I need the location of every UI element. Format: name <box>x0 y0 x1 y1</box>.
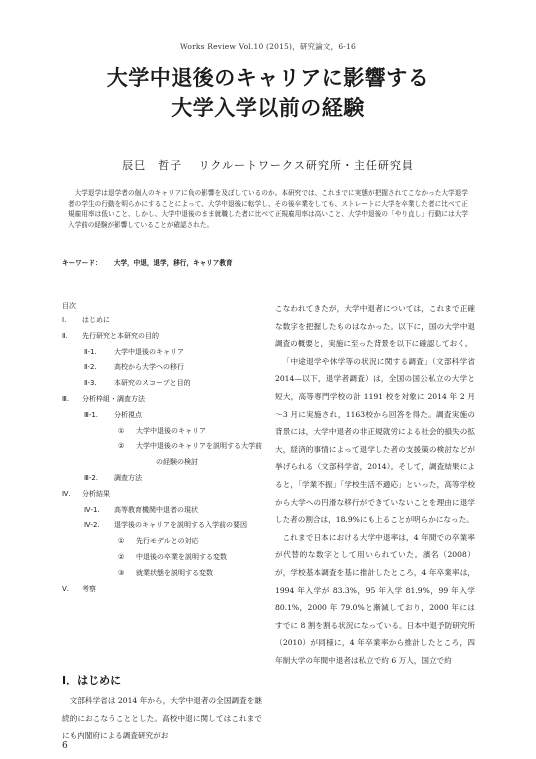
title-line-1: 大学中退後のキャリアに影響する <box>106 66 430 90</box>
toc-item-number: Ⅰ. <box>62 316 67 324</box>
toc-item-number: ③ <box>118 568 125 577</box>
toc-item-number: Ⅳ-1. <box>84 505 100 514</box>
keywords-text: 大学，中退，退学，移行，キャリア教育 <box>113 259 233 267</box>
table-of-contents <box>62 300 262 597</box>
toc-item-label: 分析結果 <box>82 489 110 498</box>
toc-item-number: Ⅲ-2. <box>84 473 99 482</box>
toc-item <box>62 408 262 424</box>
toc-item-label: 先行研究と本研究の目的 <box>82 331 159 340</box>
right-column <box>275 300 475 669</box>
toc-item <box>62 313 262 329</box>
toc-item <box>62 503 262 519</box>
toc-item-label: 高校から大学への移行 <box>114 363 184 372</box>
body-paragraph: これまで日本における大学中退率は，4 年間での卒業率が代替的な数字として用いられていた。濱名（2008）が，学校基本調査を基に推計したところ，4 年卒業率は，1994 年入学が 83.3%，95 年入学 81.9%，99 年入学 80.1%，2000 年 79.0%と漸減しており，2000 年にはすでに 8 割を割る状況になっている。日本中退予防研究所（2010）が同様に，4 年卒業率から推計したところ，四年制大学の年間中退者は私立で約 6 万人，国立で約 <box>275 532 475 665</box>
author-name: 辰巳 哲子 <box>122 159 183 172</box>
toc-item-number: Ⅱ-3. <box>84 379 97 388</box>
toc-item <box>62 376 262 392</box>
toc-item-label: 大学中退後のキャリア <box>136 426 206 435</box>
toc-item <box>62 566 262 582</box>
running-head: Works Review Vol.10 (2015)，研究論文，6-16 <box>180 42 356 51</box>
abstract: 大学退学は退学者の個人のキャリアに負の影響を及ぼしているのか。本研究では、これまでに実態が把握されてこなかった大学退学者の学生の行動を明らかにすることによって、大学中退後に転学し、その後卒業をしても、ストレートに大学を卒業した者に比べて正規雇用率は低いこと、しかし、大学中退後のまま就職した者に比べて正規雇用率は高いこと、大学中退後の「やり直し」行動には大学入学前の経験が影響していることが確認された。 <box>68 189 468 229</box>
toc-item-number: Ⅳ. <box>62 489 71 498</box>
author-affiliation: リクルートワークス研究所・主任研究員 <box>198 159 414 172</box>
toc-item-label: はじめに <box>82 316 110 324</box>
toc-item-label: 分析枠組・調査方法 <box>82 394 145 403</box>
toc-item <box>62 518 262 534</box>
toc-item <box>62 487 262 503</box>
toc-item <box>62 360 262 376</box>
toc-item-label: 就業状態を説明する変数 <box>136 568 213 577</box>
toc-item-label: 調査方法 <box>114 473 142 482</box>
toc-item <box>62 471 262 487</box>
toc-item-number: Ⅱ-2. <box>84 363 97 372</box>
toc-item-label: 考察 <box>82 584 96 593</box>
keywords-label: キーワード： <box>62 259 102 267</box>
toc-item-label: 分析視点 <box>114 410 142 419</box>
author-line <box>0 157 536 173</box>
toc-item-number: Ⅴ. <box>62 584 70 593</box>
title-line-2: 大学入学以前の経験 <box>171 96 365 120</box>
toc-item <box>62 582 262 598</box>
toc-item <box>62 439 262 455</box>
toc-item <box>62 424 262 440</box>
toc-item-number: ① <box>118 426 125 435</box>
toc-item <box>62 534 262 550</box>
toc-item-number: Ⅳ-2. <box>84 521 100 530</box>
toc-item-number: ② <box>118 552 125 561</box>
toc-item-label: 退学後のキャリアを説明する入学前の要因 <box>114 521 247 530</box>
body-paragraph: 「中途退学や休学等の状況に関する調査」（文部科学省 2014—以下，退学者調査）は，全国の国公私立の大学と短大，高等専門学校の計 1191 校を対象に 2014 年 2 月～3 月に実施され，1163校から回答を得た。調査実施の背景には，大学中退者の非正規就労による社会的損失の拡大，経済的事情によって退学した者の支援策の検討などが挙げられる（文部科学省，2014）。そして，調査結果によると，「学業不振」「学校生活不適応」といった，高等学校から大学への円滑な移行ができていないことを理由に退学した者の割合は，18.9%にも上ることが明らかになった。 <box>275 356 475 525</box>
page-number: 6 <box>62 741 68 751</box>
toc-item <box>62 550 262 566</box>
left-body-text <box>62 692 262 745</box>
toc-item-number: Ⅱ. <box>62 331 68 340</box>
toc-item-label: 高等教育機関中退者の現状 <box>114 505 198 514</box>
toc-heading: 目次 <box>62 302 76 310</box>
toc-item <box>62 455 262 471</box>
toc-list <box>62 313 262 597</box>
toc-item-label: 大学中退後のキャリアを説明する大学前 <box>136 442 262 451</box>
body-paragraph: 文部科学省は 2014 年から，大学中退者の全国調査を継続的におこなうこととした。高校中退に関してはこれまでにも内閣府による調査研究がお <box>62 696 262 741</box>
body-paragraph: こなわれてきたが，大学中退者については，これまで正確な数字を把握したものはなかった。以下に，国の大学中退調査の概要と，実施に至った背景を以下に確認しておく。 <box>275 304 475 349</box>
toc-item-number: ② <box>118 442 125 451</box>
toc-item-label: 大学中退後のキャリア <box>114 347 184 356</box>
paper-title <box>0 63 536 123</box>
toc-item-number: Ⅲ-1. <box>84 410 99 419</box>
toc-item-number: Ⅲ. <box>62 394 70 403</box>
toc-item <box>62 392 262 408</box>
toc-item-label: 本研究のスコープと目的 <box>114 379 191 388</box>
toc-item-label: の経験の検討 <box>156 458 198 467</box>
toc-item <box>62 329 262 345</box>
toc-item <box>62 345 262 361</box>
toc-item-number: ① <box>118 537 125 546</box>
section-heading: Ⅰ．はじめに <box>62 674 122 687</box>
toc-item-number: Ⅱ-1. <box>84 347 97 356</box>
toc-item-label: 中退後の卒業を説明する変数 <box>136 552 227 561</box>
keywords <box>62 257 472 267</box>
toc-item-label: 先行モデルとの対応 <box>136 537 199 546</box>
